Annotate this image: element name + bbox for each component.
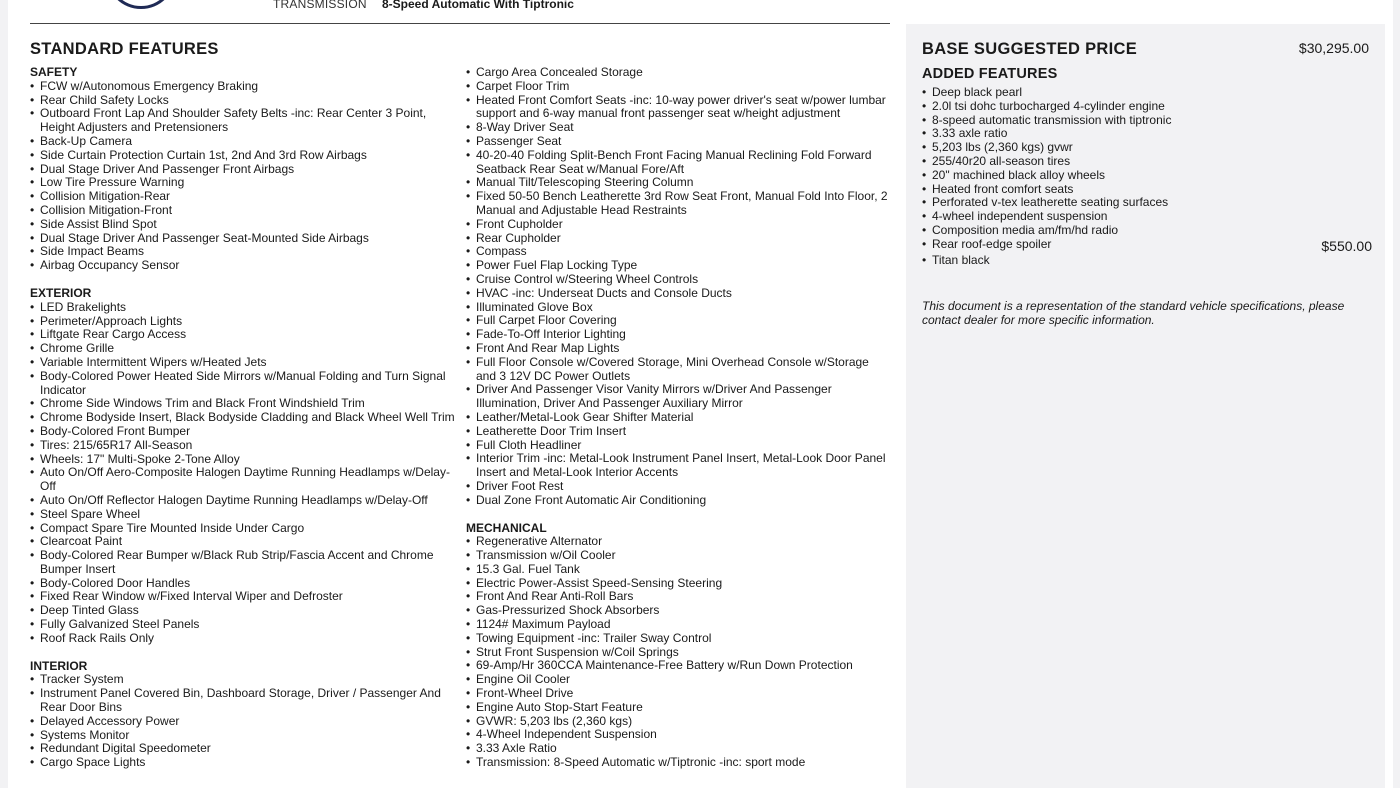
feature-item: • 8-Way Driver Seat [466, 121, 891, 135]
feature-item: • Electric Power-Assist Speed-Sensing Steering [466, 577, 891, 591]
feature-item: • Roof Rack Rails Only [30, 632, 455, 646]
mechanical-list [466, 535, 891, 770]
feature-item: • Manual Tilt/Telescoping Steering Column [466, 176, 891, 190]
feature-item: • Carpet Floor Trim [466, 80, 891, 94]
feature-item: • Leather/Metal-Look Gear Shifter Material [466, 411, 891, 425]
feature-item: • Cargo Area Concealed Storage [466, 66, 891, 80]
feature-item: • Delayed Accessory Power [30, 715, 455, 729]
features-column-2 [466, 66, 891, 770]
feature-item: • Body-Colored Door Handles [30, 577, 455, 591]
feature-item: • Front And Rear Anti-Roll Bars [466, 590, 891, 604]
feature-item: • Body-Colored Power Heated Side Mirrors w/Manual Folding and Turn Signal Indicator [30, 370, 455, 398]
base-price-title: BASE SUGGESTED PRICE [922, 40, 1138, 58]
feature-item: • Body-Colored Rear Bumper w/Black Rub Strip/Fascia Accent and Chrome Bumper Insert [30, 549, 455, 577]
exterior-heading: EXTERIOR [30, 285, 92, 300]
feature-item: • Fixed Rear Window w/Fixed Interval Wiper and Defroster [30, 590, 455, 604]
added-feature-label: 8-speed automatic transmission with tiptronic [932, 112, 1172, 127]
added-feature-item [922, 100, 1372, 114]
added-feature-label: 20" machined black alloy wheels [932, 167, 1106, 182]
feature-item: • Engine Oil Cooler [466, 673, 891, 687]
feature-item: • 4-Wheel Independent Suspension [466, 728, 891, 742]
brand-logo [106, 0, 176, 9]
feature-item: • Redundant Digital Speedometer [30, 742, 455, 756]
added-feature-label: Composition media am/fm/hd radio [932, 222, 1119, 237]
added-feature-item [922, 224, 1372, 238]
added-features-title: ADDED FEATURES [922, 66, 1058, 82]
feature-item: • GVWR: 5,203 lbs (2,360 kgs) [466, 715, 891, 729]
feature-item: • Side Impact Beams [30, 245, 455, 259]
feature-item: • Dual Stage Driver And Passenger Front Airbags [30, 163, 455, 177]
added-feature-label: 255/40r20 all-season tires [932, 153, 1071, 168]
feature-item: • Deep Tinted Glass [30, 604, 455, 618]
feature-item: • Interior Trim -inc: Metal-Look Instrument Panel Insert, Metal-Look Door Panel Insert and Metal-Look Interior Accents [466, 452, 891, 480]
feature-item: • 3.33 Axle Ratio [466, 742, 891, 756]
added-feature-label: Deep black pearl [932, 85, 1023, 99]
feature-item: • Illuminated Glove Box [466, 301, 891, 315]
feature-item: • Dual Stage Driver And Passenger Seat-Mounted Side Airbags [30, 232, 455, 246]
feature-item: • Heated Front Comfort Seats -inc: 10-way power driver's seat w/power lumbar support and 6-way manual front passenger seat w/height adjustment [466, 94, 891, 122]
feature-item: • Steel Spare Wheel [30, 508, 455, 522]
feature-item: • Front Cupholder [466, 218, 891, 232]
added-feature-label: Rear roof-edge spoiler [932, 236, 1052, 251]
feature-item: • Front And Rear Map Lights [466, 342, 891, 356]
feature-item: • Liftgate Rear Cargo Access [30, 328, 455, 342]
feature-item: • Rear Cupholder [466, 232, 891, 246]
feature-item: • Chrome Grille [30, 342, 455, 356]
feature-item: • Airbag Occupancy Sensor [30, 259, 455, 273]
added-feature-item [922, 141, 1372, 155]
safety-list [30, 80, 455, 273]
feature-item: • LED Brakelights [30, 301, 455, 315]
feature-item: • Gas-Pressurized Shock Absorbers [466, 604, 891, 618]
feature-item: • Wheels: 17" Multi-Spoke 2-Tone Alloy [30, 453, 455, 467]
features-column-1 [30, 66, 455, 770]
feature-item: • Side Curtain Protection Curtain 1st, 2nd And 3rd Row Airbags [30, 149, 455, 163]
feature-item: • Fully Galvanized Steel Panels [30, 618, 455, 632]
feature-item: • 15.3 Gal. Fuel Tank [466, 563, 891, 577]
added-feature-item [922, 114, 1372, 128]
feature-item: • Outboard Front Lap And Shoulder Safety Belts -inc: Rear Center 3 Point, Height Adjusters and Pretensioners [30, 107, 455, 135]
feature-item: • Full Carpet Floor Covering [466, 314, 891, 328]
interior-heading: INTERIOR [30, 658, 88, 673]
feature-item: • Systems Monitor [30, 729, 455, 743]
added-feature-label: Perforated v-tex leatherette seating surfaces [932, 195, 1169, 210]
added-feature-label: Heated front comfort seats [932, 181, 1074, 196]
added-feature-item [922, 238, 1372, 254]
exterior-list [30, 301, 455, 646]
added-features-list [922, 86, 1372, 268]
feature-item: • Auto On/Off Reflector Halogen Daytime Running Headlamps w/Delay-Off [30, 494, 455, 508]
feature-item: • 1124# Maximum Payload [466, 618, 891, 632]
feature-item: • Cruise Control w/Steering Wheel Controls [466, 273, 891, 287]
feature-item: • Chrome Bodyside Insert, Black Bodyside Cladding and Black Wheel Well Trim [30, 411, 455, 425]
spec-value: 8-Speed Automatic With Tiptronic [382, 0, 574, 11]
feature-item: • Towing Equipment -inc: Trailer Sway Control [466, 632, 891, 646]
feature-item: • Full Cloth Headliner [466, 439, 891, 453]
feature-item: • HVAC -inc: Underseat Ducts and Console Ducts [466, 287, 891, 301]
feature-item: • Engine Auto Stop-Start Feature [466, 701, 891, 715]
header-divider [30, 23, 890, 24]
spec-label: TRANSMISSION [273, 0, 367, 11]
feature-item: • Chrome Side Windows Trim and Black Front Windshield Trim [30, 397, 455, 411]
mechanical-heading: MECHANICAL [466, 520, 547, 535]
feature-item: • Low Tire Pressure Warning [30, 176, 455, 190]
feature-item: • Regenerative Alternator [466, 535, 891, 549]
feature-item: • Driver And Passenger Visor Vanity Mirrors w/Driver And Passenger Illumination, Driver And Passenger Auxiliary Mirror [466, 383, 891, 411]
feature-item: • Transmission w/Oil Cooler [466, 549, 891, 563]
feature-item: • Front-Wheel Drive [466, 687, 891, 701]
interior-list [30, 673, 455, 770]
window-sticker-sheet [8, 0, 1393, 788]
feature-item: • Collision Mitigation-Rear [30, 190, 455, 204]
feature-item: • Rear Child Safety Locks [30, 94, 455, 108]
added-feature-item [922, 196, 1372, 210]
added-feature-label: 4-wheel independent suspension [932, 209, 1108, 224]
feature-item: • 40-20-40 Folding Split-Bench Front Facing Manual Reclining Fold Forward Seatback Rear Seat w/Manual Fore/Aft [466, 149, 891, 177]
feature-item: • Compass [466, 245, 891, 259]
standard-features-title: STANDARD FEATURES [30, 40, 219, 58]
feature-item: • Clearcoat Paint [30, 535, 455, 549]
feature-item: • Full Floor Console w/Covered Storage, Mini Overhead Console w/Storage and 3 12V DC Power Outlets [466, 356, 891, 384]
feature-item: • Power Fuel Flap Locking Type [466, 259, 891, 273]
feature-item: • Fixed 50-50 Bench Leatherette 3rd Row Seat Front, Manual Fold Into Floor, 2 Manual and Adjustable Head Restraints [466, 190, 891, 218]
feature-item: • Body-Colored Front Bumper [30, 425, 455, 439]
feature-item: • Collision Mitigation-Front [30, 204, 455, 218]
feature-item: • Tires: 215/65R17 All-Season [30, 439, 455, 453]
feature-item: • Dual Zone Front Automatic Air Conditioning [466, 494, 891, 508]
feature-item: • Back-Up Camera [30, 135, 455, 149]
feature-item: • Leatherette Door Trim Insert [466, 425, 891, 439]
added-feature-item [922, 127, 1372, 141]
feature-item: • Tracker System [30, 673, 455, 687]
feature-item: • Cargo Space Lights [30, 756, 455, 770]
feature-item: • FCW w/Autonomous Emergency Braking [30, 80, 455, 94]
added-feature-label: Titan black [932, 252, 990, 267]
added-feature-item [922, 169, 1372, 183]
added-feature-item [922, 155, 1372, 169]
feature-item: • Passenger Seat [466, 135, 891, 149]
disclaimer-text: This document is a representation of the standard vehicle specifications, please contact dealer for more specific information. [922, 299, 1345, 327]
feature-item: • Transmission: 8-Speed Automatic w/Tiptronic -inc: sport mode [466, 756, 891, 770]
safety-heading: SAFETY [30, 65, 78, 79]
feature-item: • Side Assist Blind Spot [30, 218, 455, 232]
price-panel [906, 24, 1385, 788]
added-feature-item [922, 210, 1372, 224]
interior-continued-list [466, 66, 891, 508]
added-feature-item [922, 254, 1372, 268]
added-feature-label: 2.0l tsi dohc turbocharged 4-cylinder engine [932, 98, 1165, 113]
added-feature-label: 3.33 axle ratio [932, 126, 1008, 141]
feature-item: • Perimeter/Approach Lights [30, 315, 455, 329]
spec-row-transmission [273, 0, 574, 11]
spoiler-price: $550.00 [1321, 237, 1372, 254]
feature-item: • Compact Spare Tire Mounted Inside Under Cargo [30, 522, 455, 536]
feature-item: • Auto On/Off Aero-Composite Halogen Daytime Running Headlamps w/Delay-Off [30, 466, 455, 494]
added-feature-item [922, 183, 1372, 197]
feature-item: • Strut Front Suspension w/Coil Springs [466, 646, 891, 660]
added-feature-label: 5,203 lbs (2,360 kgs) gvwr [932, 140, 1073, 155]
feature-item: • Fade-To-Off Interior Lighting [466, 328, 891, 342]
feature-item: • Variable Intermittent Wipers w/Heated Jets [30, 356, 455, 370]
feature-item: • 69-Amp/Hr 360CCA Maintenance-Free Battery w/Run Down Protection [466, 659, 891, 673]
base-price-value: $30,295.00 [1298, 40, 1369, 56]
feature-item: • Instrument Panel Covered Bin, Dashboard Storage, Driver / Passenger And Rear Door Bins [30, 687, 455, 715]
added-feature-item [922, 86, 1372, 100]
feature-item: • Driver Foot Rest [466, 480, 891, 494]
